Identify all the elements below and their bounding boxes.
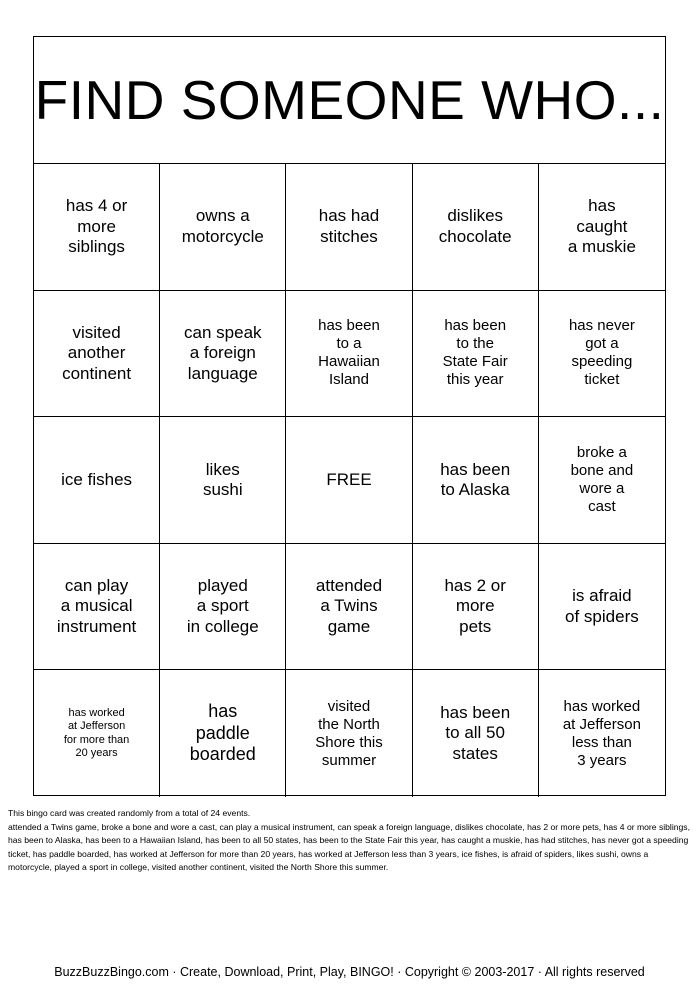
card-title: FIND SOMEONE WHO... bbox=[34, 37, 665, 164]
bingo-cell: attended a Twins game bbox=[286, 544, 412, 671]
bingo-cell: has 4 or more siblings bbox=[34, 164, 160, 291]
bingo-cell: ice fishes bbox=[34, 417, 160, 544]
bingo-cell: has 2 or more pets bbox=[413, 544, 539, 671]
bingo-cell: has been to the State Fair this year bbox=[413, 291, 539, 418]
bingo-cell: broke a bone and wore a cast bbox=[539, 417, 665, 544]
bingo-cell: FREE bbox=[286, 417, 412, 544]
bingo-cell: visited another continent bbox=[34, 291, 160, 418]
bingo-cell: has worked at Jefferson less than 3 years bbox=[562, 697, 641, 769]
bingo-cell: owns a motorcycle bbox=[160, 164, 286, 291]
bingo-cell: can play a musical instrument bbox=[34, 544, 160, 671]
bingo-cell: likes sushi bbox=[160, 417, 286, 544]
events-note-list: attended a Twins game, broke a bone and wore a cast, can play a musical instrument, can speak a foreign language, dislikes chocolate, has 2 or more pets, has 4 or more siblings, has been to Alaska, has been to a Hawaiian Island, has been to all 50 states, has been to the State Fair this year, has caught a muskie, has had stitches, has never got a speeding ticket, has paddle boarded, has worked at Jefferson for more than 20 years, has worked at Jefferson less than 3 years, ice fishes, is afraid of spiders, likes sushi, owns a motorcycle, played a sport in college, visited another continent, visited the North Shore this summer. bbox=[8, 821, 690, 872]
bingo-cell: has been to Alaska bbox=[413, 417, 539, 544]
bingo-grid bbox=[34, 164, 665, 797]
bingo-cell: has worked at Jefferson for more than 20 years bbox=[34, 670, 160, 797]
bingo-cell: has caught a muskie bbox=[539, 164, 665, 291]
bingo-cell: has never got a speeding ticket bbox=[539, 291, 665, 418]
bingo-cell: visited the North Shore this summer bbox=[286, 670, 412, 797]
bingo-cell: has had stitches bbox=[286, 164, 412, 291]
bingo-cell: is afraid of spiders bbox=[539, 544, 665, 671]
events-note bbox=[8, 807, 692, 875]
bingo-cell: has been to a Hawaiian Island bbox=[286, 291, 412, 418]
bingo-cell: can speak a foreign language bbox=[160, 291, 286, 418]
bingo-cell: played a sport in college bbox=[160, 544, 286, 671]
bingo-cell: dislikes chocolate bbox=[413, 164, 539, 291]
bingo-card bbox=[33, 36, 666, 796]
events-note-summary: This bingo card was created randomly from a total of 24 events. bbox=[8, 808, 251, 818]
bingo-cell: has been to all 50 states bbox=[413, 670, 539, 797]
bingo-cell: has paddle boarded bbox=[160, 670, 286, 797]
page-footer: BuzzBuzzBingo.com · Create, Download, Print, Play, BINGO! · Copyright © 2003-2017 · All rights reserved bbox=[54, 965, 645, 979]
